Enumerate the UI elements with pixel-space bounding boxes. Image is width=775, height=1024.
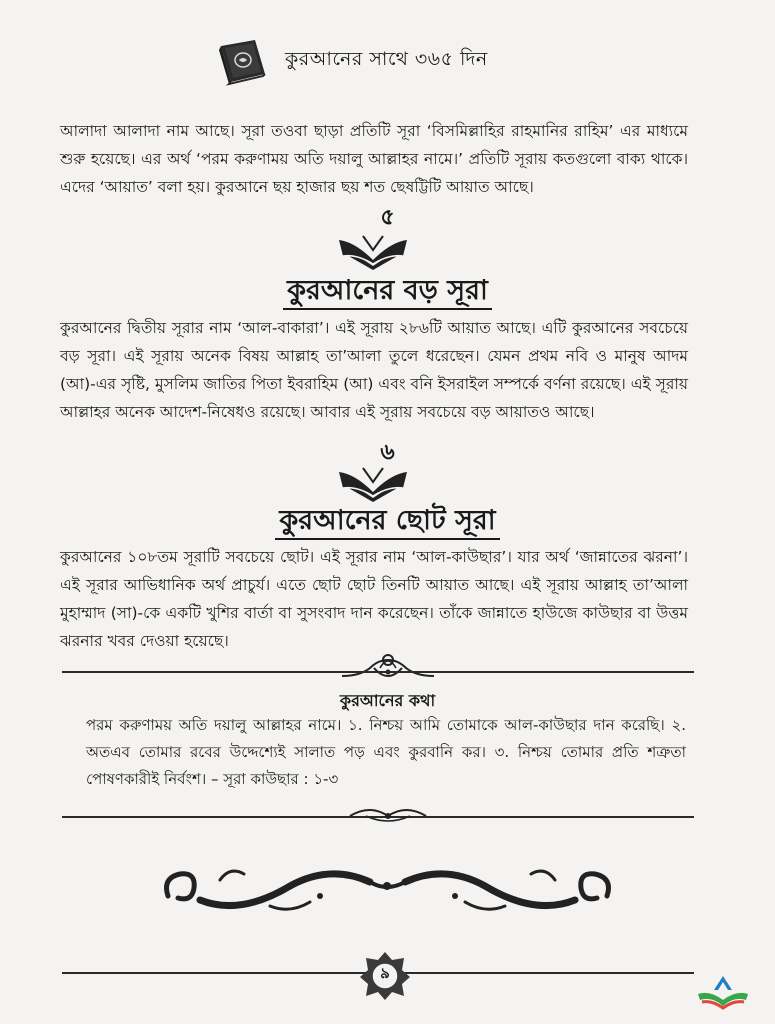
section-title-text: কুরআনের ছোট সূরা xyxy=(275,505,499,540)
calligraphic-flourish-icon xyxy=(160,856,615,918)
header-title: কুরআনের সাথে ৩৬৫ দিন xyxy=(285,48,488,70)
ornament-divider-icon xyxy=(346,800,430,826)
page-header xyxy=(215,36,488,86)
section-title-small-surah xyxy=(0,500,775,545)
ornament-divider-icon xyxy=(340,648,436,688)
section-number-5: ৫ xyxy=(380,205,395,230)
open-quran-icon xyxy=(333,462,413,502)
quran-book-icon xyxy=(215,36,271,86)
section-body-small-surah: কুরআনের ১০৮তম সূরাটি সবচেয়ে ছোট। এই সূরার নাম ‘আল-কাউছার’। যার অর্থ ‘জান্নাতের ঝরনা’। এই সূরার আভিধানিক অর্থ প্রাচুর্য। এতে ছোট ছোট তিনটি আয়াত আছে। এই সূরায় আল্লাহ তা’আলা মুহাম্মাদ (সা)-কে একটি খুশির বার্তা বা সুসংবাদ দান করেছেন। তাঁকে জান্নাতে হাউজে কাউছার বা উত্তম ঝরনার খবর দেওয়া হয়েছে। xyxy=(60,548,688,650)
section-title-text: কুরআনের বড় সূরা xyxy=(283,275,492,310)
section-number-6: ৬ xyxy=(380,440,395,465)
quran-box-title: কুরআনের কথা xyxy=(339,691,436,710)
intro-paragraph: আলাদা আলাদা নাম আছে। সূরা তওবা ছাড়া প্রতিটি সূরা ‘বিসমিল্লাহির রাহমানির রাহিম’ এর মাধ্যমে শুরু হয়েছে। এর অর্থ ‘পরম করুণাময় অতি দয়ালু আল্লাহর নামে।’ প্রতিটি সূরায় কতগুলো বাক্য থাকে। এদের ‘আয়াত’ বলা হয়। কুরআনে ছয় হাজার ছয় শত ছেষট্টিটি আয়াত আছে। xyxy=(60,122,688,196)
section-body-big-surah: কুরআনের দ্বিতীয় সূরার নাম ‘আল-বাকারা’। এই সূরায় ২৮৬টি আয়াত আছে। এটি কুরআনের সবচেয়ে বড় সূরা। এই সূরায় অনেক বিষয় আল্লাহ তা’আলা তুলে ধরেছেন। যেমন প্রথম নবি ও মানুষ আদম (আ)-এর সৃষ্টি, মুসলিম জাতির পিতা ইবরাহিম (আ) এবং বনি ইসরাইল সম্পর্কে বর্ণনা রয়েছে। এই সূরায় আল্লাহর অনেক আদেশ-নিষেধও রয়েছে। আবার এই সূরায় সবচেয়ে বড় আয়াতও আছে। xyxy=(60,319,688,421)
page-number: ৯ xyxy=(380,964,390,982)
section-title-big-surah xyxy=(0,270,775,315)
open-quran-icon xyxy=(333,230,413,270)
publisher-logo-icon xyxy=(694,972,752,1012)
divider-line xyxy=(62,671,694,673)
quran-box-text: পরম করুণাময় অতি দয়ালু আল্লাহর নামে। ১. নিশ্চয় আমি তোমাকে আল-কাউছার দান করেছি। ২. অতএব তোমার রবের উদ্দেশ্যেই সালাত পড় এবং কুরবানি কর। ৩. নিশ্চয় তোমার প্রতি শত্রুতা পোষণকারীই নির্বংশ। – সূরা কাউছার : ১-৩ xyxy=(86,716,686,788)
